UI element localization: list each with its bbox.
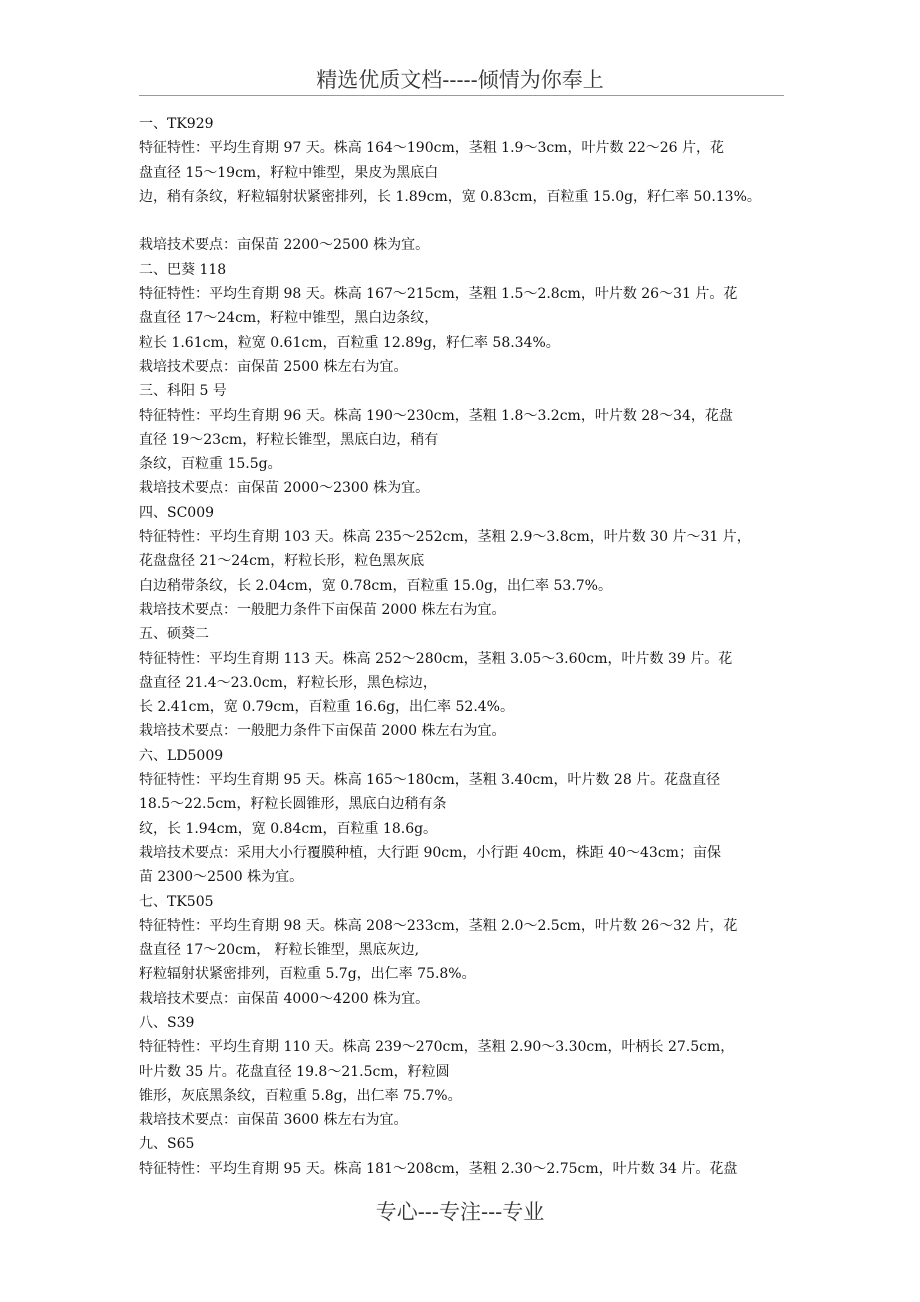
text-line: 栽培技术要点：亩保苗 2200～2500 株为宜。 <box>139 237 430 254</box>
text-line: 六、LD5009 <box>139 747 224 764</box>
text-line: 条纹，百粒重 15.5g。 <box>139 456 282 473</box>
text-line: 长 2.41cm，宽 0.79cm，百粒重 16.6g，出仁率 52.4%。 <box>139 699 514 716</box>
text-line: 叶片数 35 片。花盘直径 19.8～21.5cm，籽粒圆 <box>139 1063 450 1080</box>
document-body <box>139 112 859 1181</box>
text-line: 栽培技术要点：采用大小行覆膜种植，大行距 90cm，小行距 40cm，株距 40～43cm；亩保 <box>139 844 721 861</box>
text-line: 一、TK929 <box>139 116 214 132</box>
text-line: 特征特性：平均生育期 113 天。株高 252～280cm，茎粗 3.05～3.60cm，叶片数 39 片。花 <box>139 650 733 667</box>
text-line: 18.5～22.5cm，籽粒长圆锥形，黑底白边稍有条 <box>139 796 447 813</box>
text-line: 栽培技术要点：一般肥力条件下亩保苗 2000 株左右为宜。 <box>139 601 506 618</box>
text-line: 特征特性：平均生育期 95 天。株高 165～180cm，茎粗 3.40cm，叶片数 28 片。花盘直径 <box>139 772 721 789</box>
text-line: 特征特性：平均生育期 98 天。株高 167～215cm，茎粗 1.5～2.8cm，叶片数 26～31 片。花 <box>139 286 738 303</box>
text-line: 栽培技术要点：亩保苗 2500 株左右为宜。 <box>139 358 408 375</box>
text-line: 粒长 1.61cm，粒宽 0.61cm，百粒重 12.89g，籽仁率 58.34%。 <box>139 334 560 351</box>
text-line: 苗 2300～2500 株为宜。 <box>139 869 304 886</box>
text-line: 特征特性：平均生育期 103 天。株高 235～252cm，茎粗 2.9～3.8cm，叶片数 30 片～31 片， <box>139 529 751 546</box>
text-line: 栽培技术要点：一般肥力条件下亩保苗 2000 株左右为宜。 <box>139 723 506 740</box>
text-line: 特征特性：平均生育期 97 天。株高 164～190cm，茎粗 1.9～3cm，叶片数 22～26 片，花 <box>139 140 724 157</box>
text-line: 二、巴葵 118 <box>139 261 227 278</box>
page-footer: 专心---专注---专业 <box>375 1200 545 1224</box>
text-line: 栽培技术要点：亩保苗 4000～4200 株为宜。 <box>139 990 430 1007</box>
text-line: 特征特性：平均生育期 110 天。株高 239～270cm，茎粗 2.90～3.30cm，叶柄长 27.5cm， <box>139 1039 735 1056</box>
text-line: 九、S65 <box>139 1136 195 1153</box>
text-line: 三、科阳 5 号 <box>139 383 227 400</box>
text-line: 盘直径 21.4～23.0cm，籽粒长形，黑色棕边， <box>139 674 437 691</box>
text-line: 盘直径 15～19cm，籽粒中锥型，果皮为黑底白 <box>139 164 439 181</box>
text-line: 特征特性：平均生育期 95 天。株高 181～208cm，茎粗 2.30～2.75cm，叶片数 34 片。花盘 <box>139 1160 738 1177</box>
text-line: 白边稍带条纹，长 2.04cm，宽 0.78cm，百粒重 15.0g，出仁率 53.7%。 <box>139 577 612 594</box>
text-line: 花盘盘径 21～24cm，籽粒长形，粒色黑灰底 <box>139 553 425 570</box>
text-line: 边，稍有条纹，籽粒辐射状紧密排列，长 1.89cm，宽 0.83cm，百粒重 15.0g，籽仁率 50.13%。 <box>139 188 761 205</box>
header-divider <box>139 95 784 96</box>
text-line: 五、硕葵二 <box>139 626 209 643</box>
text-line: 特征特性：平均生育期 96 天。株高 190～230cm，茎粗 1.8～3.2cm，叶片数 28～34，花盘 <box>139 407 733 424</box>
text-line: 盘直径 17～20cm， 籽粒长锥型，黑底灰边, <box>139 942 420 959</box>
text-line: 籽粒辐射状紧密排列，百粒重 5.7g，出仁率 75.8%。 <box>139 966 476 983</box>
blank-line <box>139 209 859 233</box>
text-line: 四、SC009 <box>139 504 215 521</box>
text-line: 特征特性：平均生育期 98 天。株高 208～233cm，茎粗 2.0～2.5cm，叶片数 26～32 片，花 <box>139 917 738 934</box>
page-header: 精选优质文档-----倾情为你奉上 <box>316 68 604 92</box>
text-line: 栽培技术要点：亩保苗 2000～2300 株为宜。 <box>139 480 430 497</box>
text-line: 纹，长 1.94cm，宽 0.84cm，百粒重 18.6g。 <box>139 820 438 837</box>
text-line: 栽培技术要点：亩保苗 3600 株左右为宜。 <box>139 1112 408 1129</box>
text-line: 锥形，灰底黑条纹，百粒重 5.8g，出仁率 75.7%。 <box>139 1087 462 1104</box>
text-line: 七、TK505 <box>139 893 214 910</box>
text-line: 盘直径 17～24cm，籽粒中锥型，黑白边条纹， <box>139 310 439 327</box>
text-line: 八、S39 <box>139 1014 195 1031</box>
text-line: 直径 19～23cm，籽粒长锥型，黑底白边，稍有 <box>139 431 439 448</box>
